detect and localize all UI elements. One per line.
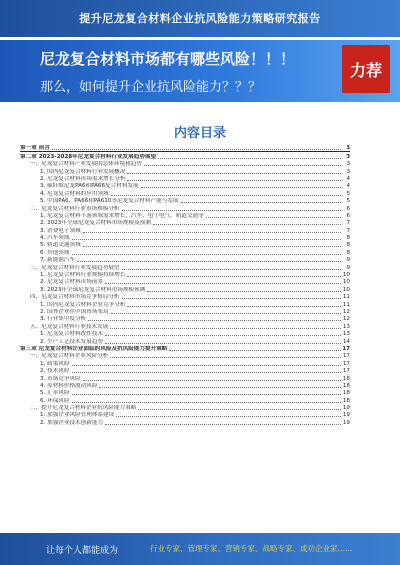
toc-leader-dots: [72, 372, 342, 373]
toc-entry[interactable]: [20, 167, 350, 174]
hero-subheadline: 那么，如何提升企业抗风险能力？？？: [40, 80, 262, 95]
toc-leader-dots: [122, 210, 341, 211]
toc-leader-dots: [83, 232, 341, 233]
toc-entry-label: 3. 市场竞争风险: [40, 375, 81, 382]
toc-leader-dots: [110, 328, 341, 329]
toc-entry[interactable]: [20, 411, 350, 418]
toc-entry[interactable]: [20, 330, 350, 337]
toc-entry[interactable]: [20, 248, 350, 255]
toc-entry-page: 17: [342, 360, 350, 367]
toc-leader-dots: [147, 291, 341, 292]
toc-leader-dots: [127, 173, 341, 174]
toc-entry-page: 14: [342, 338, 350, 345]
toc-leader-dots: [116, 416, 341, 417]
toc-entry-page: 3: [346, 168, 350, 175]
toc-entry-label: 4. 尼龙复合材料的应用领域: [40, 190, 109, 197]
toc-entry[interactable]: [20, 418, 350, 425]
toc-entry[interactable]: [20, 293, 350, 300]
bottom-banner: [0, 533, 400, 565]
toc-entry[interactable]: [20, 256, 350, 263]
toc-leader-dots: [72, 239, 342, 240]
toc-entry-page: 11: [342, 294, 350, 301]
toc-entry-label: 1. 尼龙复合材料下游领域需求增长，汽车、电子电气、轨道交通等: [40, 212, 204, 219]
toc-leader-dots: [111, 195, 341, 196]
toc-entry-label: 6. 其他领域: [40, 249, 70, 256]
toc-entry-page: 18: [342, 375, 350, 382]
toc-entry[interactable]: [20, 212, 350, 219]
toc-entry[interactable]: [20, 182, 350, 189]
toc-leader-dots: [72, 402, 342, 403]
toc-entry[interactable]: [20, 144, 350, 151]
hero-banner: [0, 40, 400, 102]
toc-leader-dots: [105, 424, 341, 425]
toc-entry-page: 8: [346, 235, 350, 242]
toc-entry-page: 19: [342, 419, 350, 426]
toc-leader-dots: [105, 335, 341, 336]
toc-leader-dots: [122, 269, 341, 270]
toc-entry-label: 4. 汽车领域: [40, 235, 70, 242]
toc-leader-dots: [83, 246, 341, 247]
toc-entry[interactable]: [20, 315, 350, 322]
toc-entry-label: 5. 汇率风险: [40, 390, 70, 397]
toc-leader-dots: [127, 180, 341, 181]
report-title: 提升尼龙复合材料企业抗风险能力策略研究报告: [79, 12, 321, 25]
toc-entry-page: 8: [346, 249, 350, 256]
toc-entry[interactable]: [20, 389, 350, 396]
toc-entry[interactable]: [20, 160, 350, 167]
toc-entry-label: 1. 国内尼龙复合材料企业竞争分析: [40, 301, 126, 308]
toc-entry-page: 19: [342, 405, 350, 412]
toc-entry-label: 第一章 前言: [20, 145, 50, 152]
toc-entry-label: 一、尼龙复合材料产业发展的总体环境和趋势: [30, 161, 142, 168]
toc-leader-dots: [88, 320, 341, 321]
toc-leader-dots: [72, 394, 342, 395]
top-banner: [0, 0, 400, 37]
toc-entry-page: 17: [342, 353, 350, 360]
toc-entry-label: 二、尼龙复合材料行业市场规模分析: [30, 205, 120, 212]
toc-entry-label: 1. 政策风险: [40, 360, 70, 367]
toc-leader-dots: [127, 276, 341, 277]
toc-entry-page: 7: [346, 220, 350, 227]
toc-entry-label: 1. 尼龙复合材料改性技术: [40, 331, 104, 338]
toc-leader-dots: [110, 357, 341, 358]
toc-entry[interactable]: [20, 308, 350, 315]
toc-entry-page: 7: [346, 227, 350, 234]
toc-entry-page: 4: [346, 183, 350, 190]
toc-leader-dots: [105, 283, 341, 284]
toc-entry-label: 一、尼龙复合材料企业风险分析: [30, 353, 109, 360]
toc-entry[interactable]: [20, 322, 350, 329]
toc-entry-page: 3: [346, 145, 350, 152]
toc-entry[interactable]: [20, 374, 350, 381]
toc-entry-label: 四、尼龙复合材料市场竞争格局分析: [30, 294, 120, 301]
toc-entry-label: 5. 轨道交通领域: [40, 242, 81, 249]
toc-leader-dots: [127, 306, 341, 307]
toc-leader-dots: [138, 409, 341, 410]
toc-entry[interactable]: [20, 278, 350, 285]
toc-leader-dots: [144, 165, 341, 166]
toc-entry-page: 11: [342, 301, 350, 308]
toc-entry-page: 6: [346, 205, 350, 212]
toc-entry-label: 2. 加强企业技术创新能力: [40, 419, 104, 426]
toc-entry[interactable]: [20, 382, 350, 389]
toc-entry-page: 10: [342, 279, 350, 286]
toc-entry-label: 3. 消费电子领域: [40, 227, 81, 234]
toc-entry-page: 10: [342, 286, 350, 293]
toc-entry-page: 13: [342, 331, 350, 338]
toc-leader-dots: [83, 380, 341, 381]
toc-entry-page: 3: [346, 153, 350, 160]
toc-entry-label: 2. 生产工艺技术发展趋势: [40, 338, 104, 345]
toc-entry[interactable]: [20, 285, 350, 292]
toc-entry-page: 13: [342, 323, 350, 330]
toc-leader-dots: [141, 187, 341, 188]
toc-entry[interactable]: [20, 271, 350, 278]
toc-entry-label: 1. 加强企业风险管理体系建设: [40, 412, 115, 419]
toc-entry-page: 18: [342, 390, 350, 397]
toc-entry-page: 17: [342, 368, 350, 375]
toc-entry-label: 三、尼龙复合材料行业发展趋势展望: [30, 264, 120, 271]
toc-entry[interactable]: [20, 396, 350, 403]
toc-entry[interactable]: [20, 345, 350, 352]
toc-entry[interactable]: [20, 337, 350, 344]
toc-entry-page: 17: [342, 345, 350, 352]
toc-entry-label: 2. 尼龙复合材料市场需求增长分析: [40, 175, 126, 182]
toc-leader-dots: [72, 365, 342, 366]
toc-entry-label: 1. 国内尼龙复合材料行业发展概况: [40, 168, 126, 175]
toc-entry-label: 2. 尼龙复合材料市场前景: [40, 279, 104, 286]
toc-leader-dots: [169, 350, 341, 351]
toc-leader-dots: [181, 202, 342, 203]
toc-entry-page: 9: [346, 257, 350, 264]
toc-entry[interactable]: [20, 359, 350, 366]
toc-entry-label: 第三章 尼龙复合材料企业面临的风险及抗风险能力提升策略: [20, 345, 168, 352]
toc-entry[interactable]: [20, 219, 350, 226]
toc-entry-page: 5: [346, 198, 350, 205]
toc-entry[interactable]: [20, 197, 350, 204]
toc-entry-label: 3. 行业集中度分析: [40, 316, 87, 323]
toc-entry[interactable]: [20, 204, 350, 211]
toc-entry[interactable]: [20, 175, 350, 182]
toc-entry-label: 3. 2023年全球尼龙复合材料市场规模预测: [40, 286, 146, 293]
toc-leader-dots: [72, 254, 342, 255]
toc-entry-label: 二、提升尼龙复合材料企业抗风险能力策略: [30, 405, 137, 412]
toc-entry-page: 12: [342, 316, 350, 323]
toc-entry-label: 2. 国外企业在中国市场布局: [40, 308, 109, 315]
hero-headline: 尼龙复合材料市场都有哪些风险！！！: [40, 50, 296, 68]
toc-entry-page: 18: [342, 382, 350, 389]
toc-entry[interactable]: [20, 226, 350, 233]
table-of-contents: [20, 144, 350, 426]
toc-leader-dots: [105, 343, 341, 344]
toc-entry[interactable]: [20, 189, 350, 196]
toc-leader-dots: [206, 217, 341, 218]
footer-tagline: 行业专家、管理专家、营销专家、战略专家、成功企业家……: [150, 544, 353, 553]
toc-entry[interactable]: [20, 234, 350, 241]
toc-entry[interactable]: [20, 300, 350, 307]
toc-leader-dots: [77, 261, 341, 262]
toc-entry-page: 8: [346, 242, 350, 249]
toc-entry-label: 2. 技术风险: [40, 368, 70, 375]
toc-leader-dots: [52, 149, 341, 150]
toc-entry-page: 9: [346, 264, 350, 271]
toc-title: 内容目录: [173, 126, 226, 141]
toc-entry[interactable]: [20, 152, 350, 159]
toc-entry[interactable]: [20, 367, 350, 374]
toc-entry-page: 18: [342, 397, 350, 404]
toc-leader-dots: [99, 387, 341, 388]
toc-leader-dots: [111, 313, 341, 314]
toc-entry-page: 5: [346, 190, 350, 197]
toc-leader-dots: [153, 224, 341, 225]
toc-entry-label: 7. 新能源汽车: [40, 257, 76, 264]
toc-entry[interactable]: [20, 352, 350, 359]
toc-entry-label: 5. 中国PA6、PA66和PA610等尼龙复合材料产能与发展: [40, 198, 179, 205]
toc-entry-label: 6. 环保风险: [40, 397, 70, 404]
toc-entry-page: 10: [342, 272, 350, 279]
toc-entry-label: 五、尼龙复合材料行业技术发展: [30, 323, 109, 330]
toc-leader-dots: [122, 298, 341, 299]
toc-entry-page: 12: [342, 308, 350, 315]
toc-entry[interactable]: [20, 241, 350, 248]
toc-entry[interactable]: [20, 263, 350, 270]
recommend-badge: 力荐: [342, 45, 390, 93]
toc-entry-page: 4: [346, 175, 350, 182]
toc-leader-dots: [158, 158, 341, 159]
footer-slogan: 让每个人都能成为: [46, 546, 119, 556]
toc-entry-page: 19: [342, 412, 350, 419]
toc-entry-label: 第二章 2023-2028年尼龙复合材料行业发展趋势展望: [20, 153, 157, 160]
toc-entry-label: 1. 尼龙复合材料行业规模持续增长: [40, 272, 126, 279]
toc-entry[interactable]: [20, 404, 350, 411]
toc-entry-label: 2. 2023年全球尼龙复合材料市场规模及预测: [40, 220, 151, 227]
toc-entry-page: 3: [346, 161, 350, 168]
toc-entry-label: 3. 碳纤维尼龙PA6和PA66复合材料发展: [40, 183, 139, 190]
toc-entry-page: 6: [346, 212, 350, 219]
toc-entry-label: 4. 原材料价格波动风险: [40, 382, 98, 389]
